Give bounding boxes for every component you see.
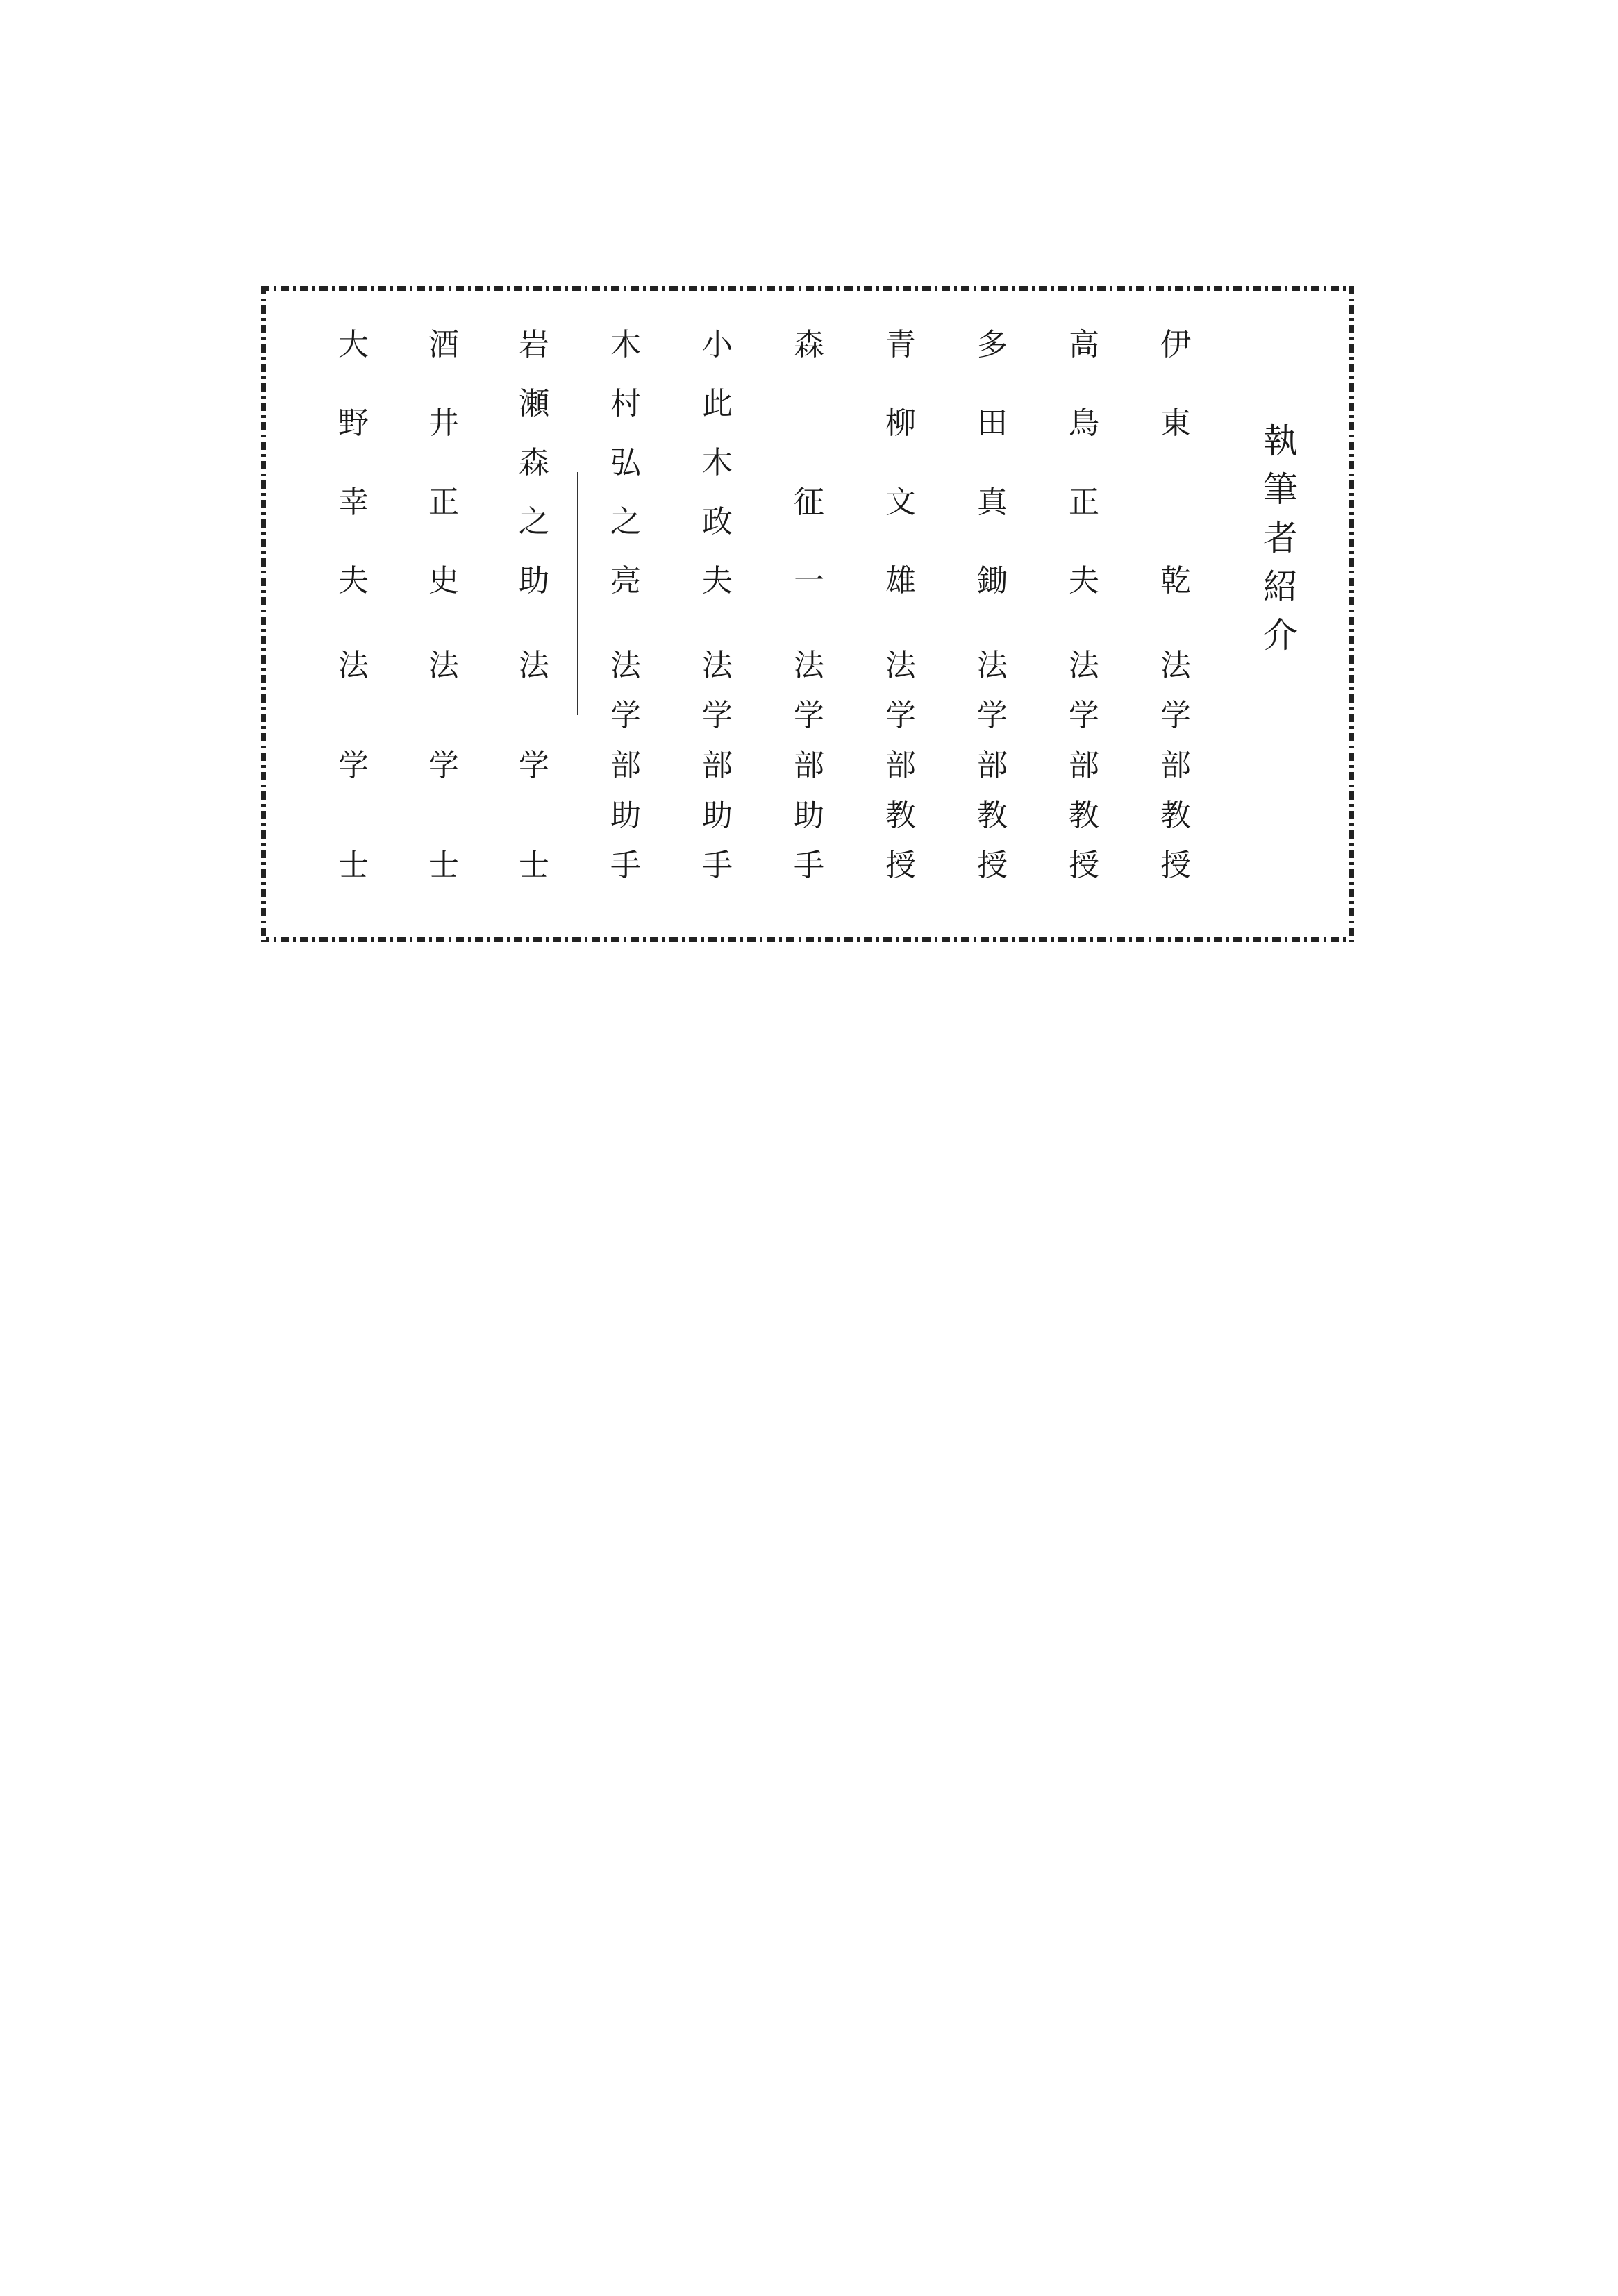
title-char: 助 [702,798,733,833]
name-char: 弘 [610,445,641,480]
title-char: 部 [1160,748,1191,783]
title-char: 学 [885,698,916,733]
title-char: 学 [428,748,459,783]
name-char: 柳 [885,405,916,442]
name-char: 岩 [519,327,549,362]
border-right [1349,286,1354,942]
name-char: 酒 [428,327,459,362]
title-char: 法 [428,648,459,683]
title-char: 部 [1069,748,1099,783]
title-char: 学 [610,698,641,733]
name-char: 夫 [1069,563,1099,598]
title-char: 部 [885,748,916,783]
name-char: 之 [610,504,641,539]
name-char: 田 [977,405,1008,442]
title-char: 法 [610,648,641,683]
name-char: 大 [338,327,369,362]
title-char: 学 [702,698,733,733]
title-char: 法 [338,648,369,683]
heading-char: 筆 [1263,469,1298,510]
name-char: 鳥 [1069,405,1099,442]
name-char: 文 [885,484,916,520]
name-char: 井 [428,405,459,442]
name-char: 夫 [702,563,733,598]
heading-char: 紹 [1263,567,1298,607]
name-char: 正 [1069,484,1099,520]
title-char: 部 [794,748,824,783]
title-char: 士 [519,848,549,883]
title-char: 教 [885,798,916,833]
title-char: 法 [519,648,549,683]
name-char: 正 [428,484,459,520]
name-char: 夫 [338,563,369,598]
title-char: 法 [794,648,824,683]
title-char: 教 [1160,798,1191,833]
heading-char: 者 [1263,518,1298,558]
name-char: 高 [1069,327,1099,362]
title-char: 助 [610,798,641,833]
title-char: 学 [794,698,824,733]
title-char: 助 [794,798,824,833]
border-left [261,286,266,942]
title-char: 士 [338,848,369,883]
title-char: 法 [1160,648,1191,683]
title-char: 教 [1069,798,1099,833]
title-char: 法 [885,648,916,683]
name-char: 伊 [1160,327,1191,362]
title-char: 部 [610,748,641,783]
vertical-rule [577,472,578,715]
title-char: 学 [1069,698,1099,733]
name-char: 乾 [1160,563,1191,598]
name-char: 一 [794,563,824,598]
name-char: 史 [428,563,459,598]
name-char: 亮 [610,563,641,598]
border-top [261,286,1354,291]
name-char: 雄 [885,563,916,598]
name-char: 之 [519,504,549,539]
name-char: 征 [794,484,824,520]
title-char: 部 [702,748,733,783]
name-char: 多 [977,327,1008,362]
name-char: 森 [794,327,824,362]
name-char: 木 [610,327,641,362]
name-char: 木 [702,445,733,480]
title-char: 学 [519,748,549,783]
name-char: 東 [1160,405,1191,442]
title-char: 授 [977,848,1008,883]
title-char: 法 [1069,648,1099,683]
title-char: 部 [977,748,1008,783]
title-char: 法 [977,648,1008,683]
heading-char: 介 [1263,615,1298,655]
heading-char: 執 [1263,421,1298,461]
title-char: 法 [702,648,733,683]
name-char: 野 [338,405,369,442]
page-heading [1258,417,1303,660]
title-char: 授 [1069,848,1099,883]
border-bottom [261,937,1354,942]
title-char: 手 [794,848,824,883]
name-char: 小 [702,327,733,362]
title-char: 学 [338,748,369,783]
name-char: 村 [610,386,641,421]
name-char: 青 [885,327,916,362]
title-char: 学 [977,698,1008,733]
name-char: 幸 [338,484,369,520]
title-char: 手 [610,848,641,883]
name-char: 瀬 [519,386,549,421]
title-char: 士 [428,848,459,883]
name-char: 森 [519,445,549,480]
name-char: 政 [702,504,733,539]
title-char: 学 [1160,698,1191,733]
title-char: 教 [977,798,1008,833]
name-char: 助 [519,563,549,598]
title-char: 手 [702,848,733,883]
name-char: 此 [702,386,733,421]
name-char: 鋤 [977,563,1008,598]
title-char: 授 [885,848,916,883]
title-char: 授 [1160,848,1191,883]
name-char: 真 [977,484,1008,520]
